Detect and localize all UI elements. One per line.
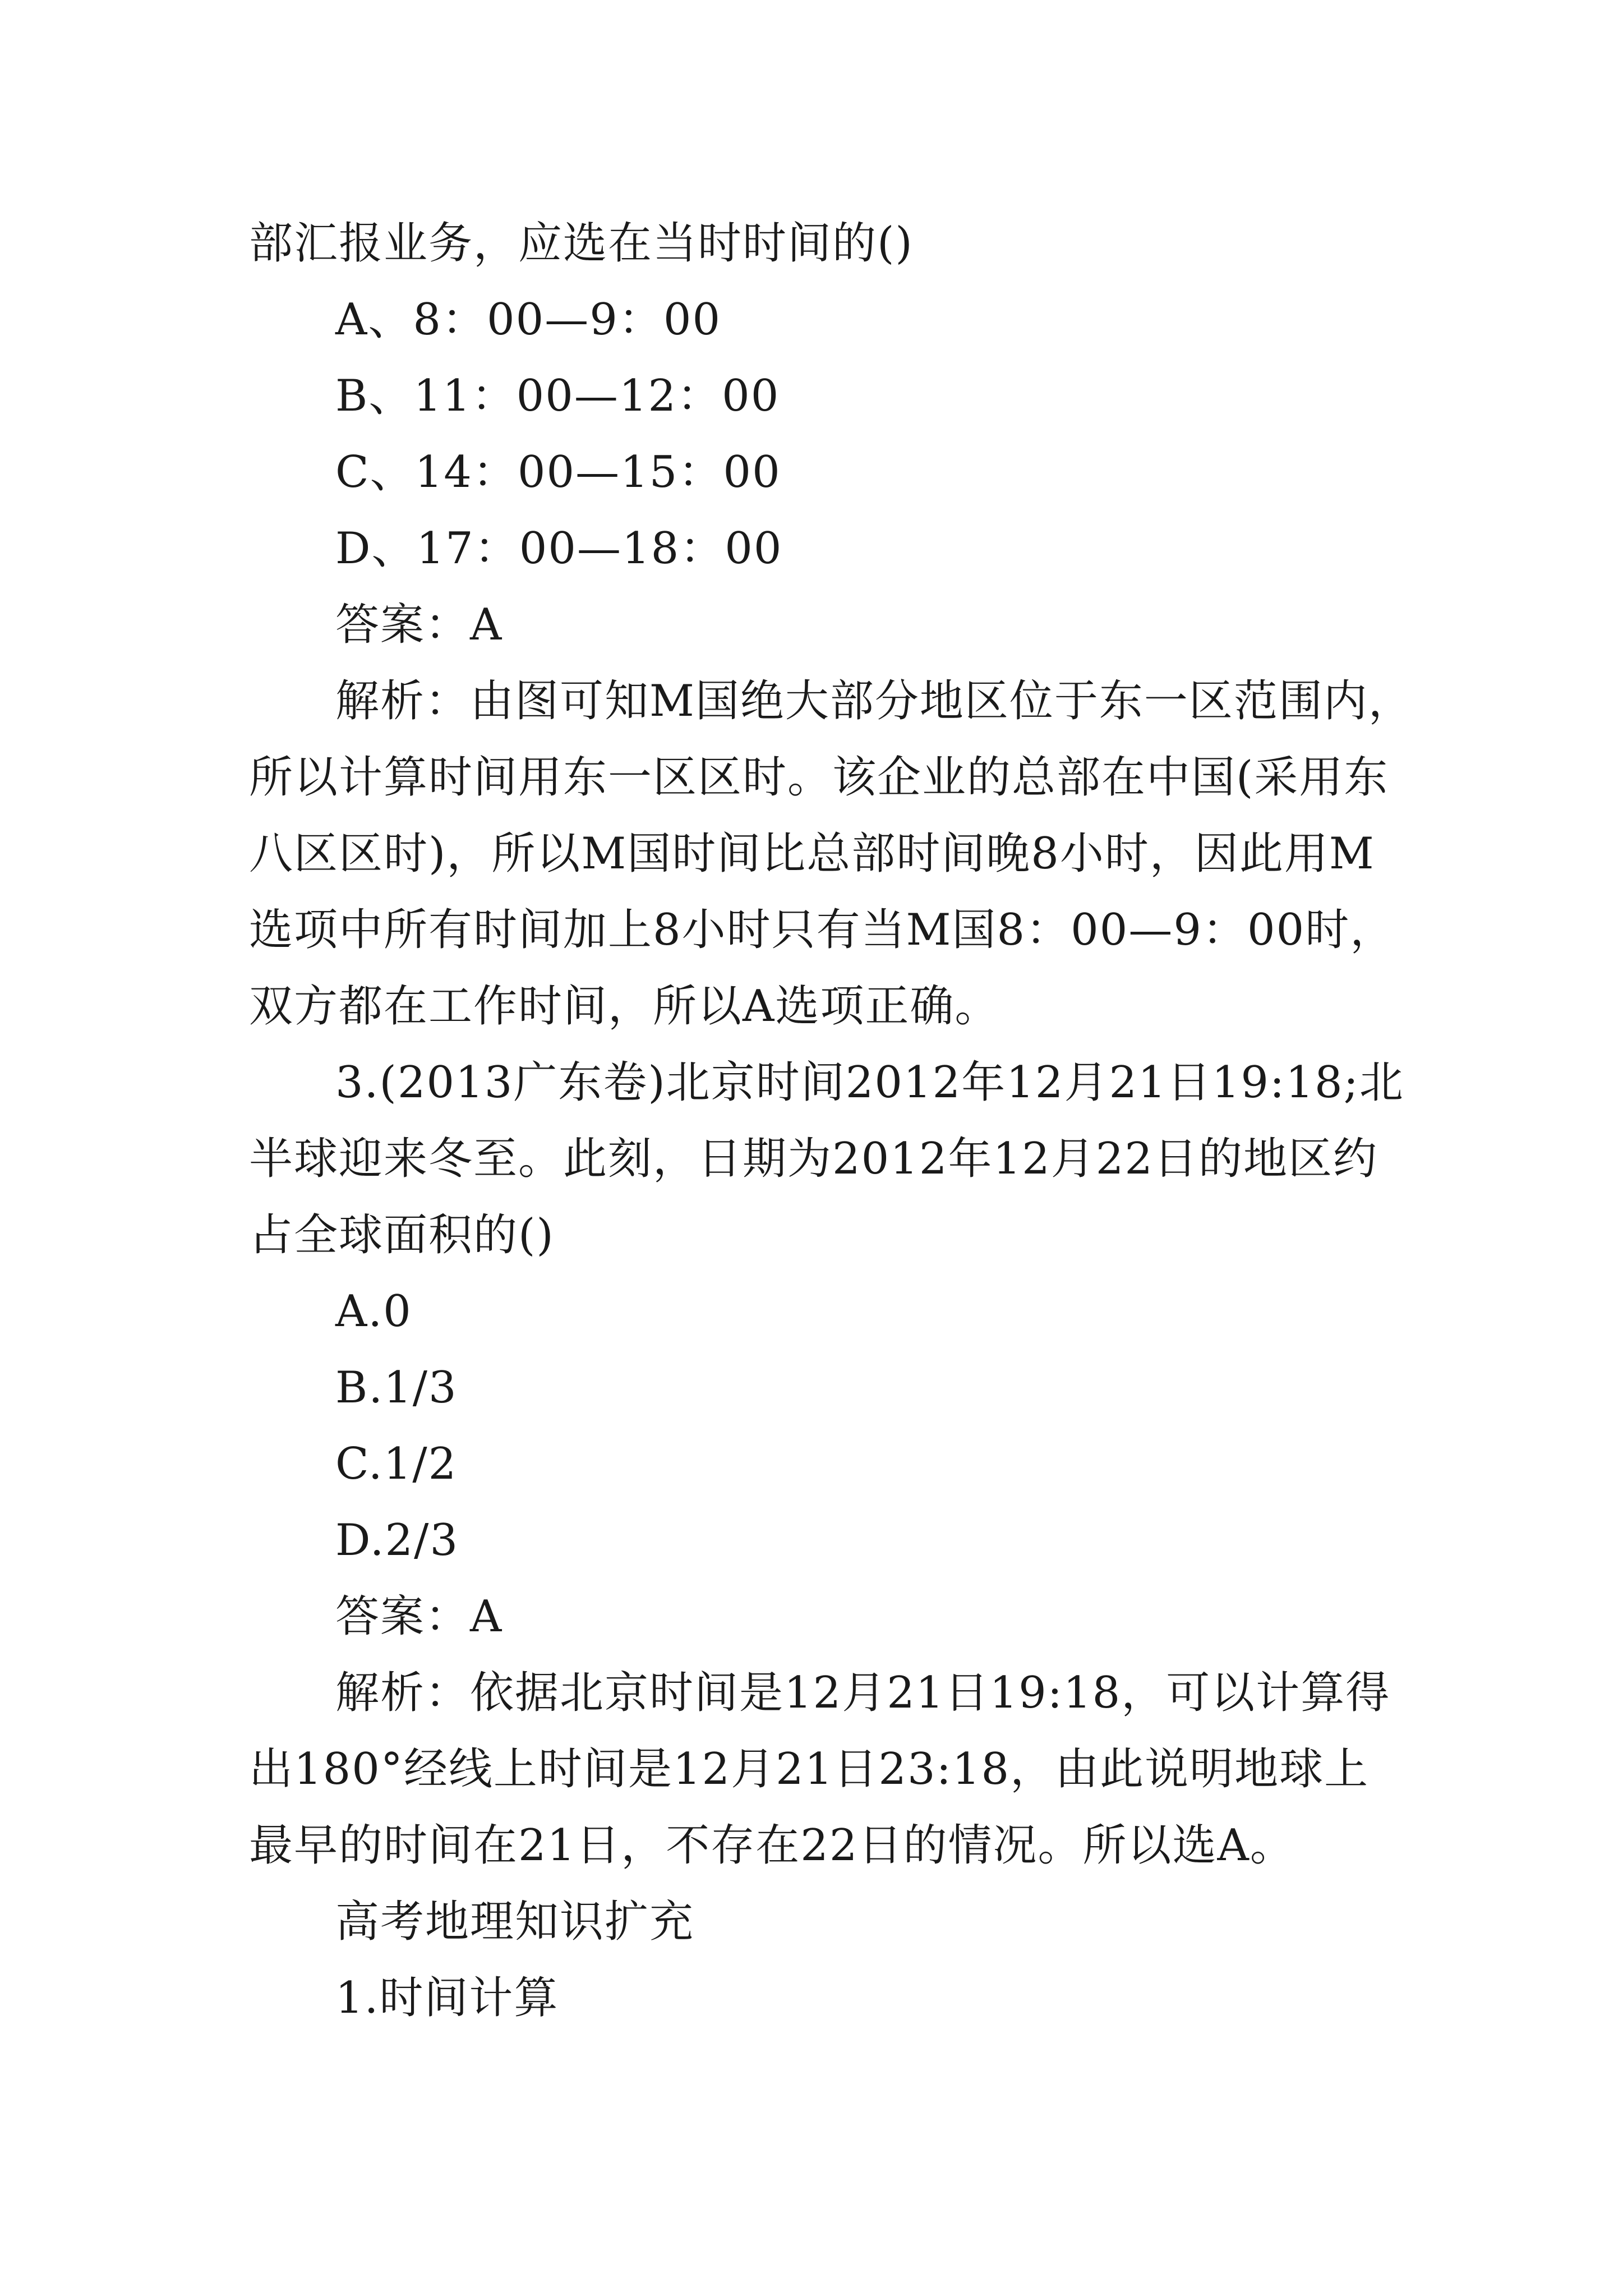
- q3-stem-line: 3.(2013广东卷)北京时间2012年12月21日19:18;北: [335, 1057, 1404, 1108]
- q3-option-b: B.1/3: [335, 1363, 458, 1413]
- q3-analysis-line: 最早的时间在21日，不存在22日的情况。所以选A。: [249, 1820, 1295, 1871]
- q3-answer: 答案：A: [335, 1591, 503, 1642]
- q3-option-a: A.0: [335, 1286, 412, 1337]
- q2-analysis-line: 选项中所有时间加上8小时只有当M国8：00—9：00时，: [249, 905, 1395, 955]
- q2-analysis-line: 解析：由图可知M国绝大部分地区位于东一区范围内，: [335, 676, 1413, 726]
- q2-option-b: B、11：00—12：00: [335, 371, 780, 421]
- q3-stem-line: 占全球面积的(): [249, 1210, 555, 1260]
- q2-option-c: C、14：00—15：00: [335, 447, 781, 498]
- q2-analysis-line: 所以计算时间用东一区区时。该企业的总部在中国(采用东: [249, 752, 1389, 803]
- q3-analysis-line: 解析：依据北京时间是12月21日19:18，可以计算得: [335, 1668, 1391, 1718]
- q2-analysis-line: 八区区时)，所以M国时间比总部时间晚8小时，因此用M: [249, 829, 1375, 879]
- q3-option-c: C.1/2: [335, 1439, 458, 1489]
- q2-stem-tail: 部汇报业务，应选在当时时间的(): [249, 218, 914, 269]
- q2-option-a: A、8：00—9：00: [335, 295, 722, 345]
- extension-item-1: 1.时间计算: [335, 1973, 559, 2023]
- q3-option-d: D.2/3: [335, 1515, 459, 1566]
- q2-analysis-line: 双方都在工作时间，所以A选项正确。: [249, 981, 1000, 1032]
- extension-heading: 高考地理知识扩充: [335, 1897, 695, 1947]
- q3-stem-line: 半球迎来冬至。此刻，日期为2012年12月22日的地区约: [249, 1134, 1378, 1184]
- q2-option-d: D、17：00—18：00: [335, 523, 783, 574]
- q2-answer: 答案：A: [335, 600, 503, 650]
- q3-analysis-line: 出180°经线上时间是12月21日23:18，由此说明地球上: [249, 1744, 1370, 1795]
